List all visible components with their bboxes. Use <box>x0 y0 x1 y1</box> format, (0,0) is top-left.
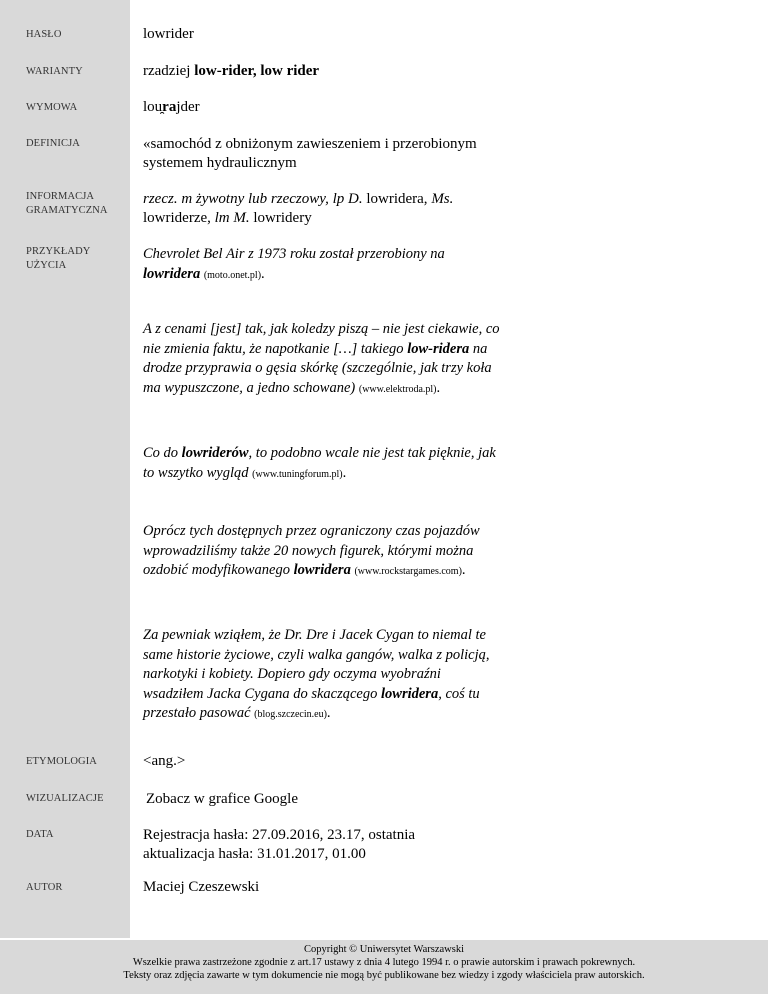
example-text: , coś tu przestało pasować <box>143 685 480 721</box>
wymowa-part-b: u̯ <box>154 99 163 115</box>
label-definicja: DEFINICJA <box>26 138 80 149</box>
example-2 <box>143 320 503 399</box>
example-end: . <box>436 379 441 396</box>
footer-notice: Teksty oraz zdjęcia zawarte w tym dokumencie nie mogą być publikowane bez wiedzy i zgody właściciela praw autorskich. <box>123 970 645 981</box>
wymowa-part-d: jder <box>176 99 200 115</box>
gram-part-3: Ms. <box>431 191 454 207</box>
example-text: Chevrolet Bel Air z 1973 roku został przerobiony na <box>143 246 445 262</box>
value-definicja: «samochód z obniżonym zawieszeniem i przerobionym systemem hydraulicznym <box>143 136 477 171</box>
wymowa-part-a: lo <box>143 99 155 115</box>
google-images-link[interactable]: Zobacz w grafice Google <box>146 791 299 807</box>
label-autor: AUTOR <box>26 882 63 893</box>
value-autor: Maciej Czeszewski <box>143 879 260 895</box>
example-text: na drodze przyprawia o gęsia skórkę (szczególnie, jak trzy koła ma wypuszczone, a jedno schowane) <box>143 340 492 396</box>
example-text: Co do <box>143 445 182 461</box>
example-source: (www.rockstargames.com) <box>354 566 462 577</box>
example-text: Za pewniak wziąłem, że Dr. Dre i Jacek Cygan to niemal te same historie życiowe, czyli walka gangów, walka z policją, narkotyki i kobiety. Dopiero gdy oczyma wyobraźni wsadziłem Jacka Cygana do skaczącego <box>143 627 490 702</box>
gram-part-4: lowriderze, <box>143 210 215 226</box>
example-end: . <box>461 562 466 578</box>
example-3 <box>143 444 503 484</box>
example-end: . <box>342 464 347 481</box>
example-4 <box>143 522 503 582</box>
wymowa-stressed: ra <box>162 99 177 115</box>
footer-copyright: Copyright © Uniwersytet Warszawski <box>303 944 465 955</box>
example-headword: lowridera <box>293 562 351 578</box>
value-wymowa <box>143 98 503 117</box>
label-informacja <box>26 190 108 218</box>
label-informacja-line1: INFORMACJA <box>26 191 95 202</box>
gram-part-1: rzecz. m żywotny lub rzeczowy, lp D. <box>143 191 363 207</box>
example-end: . <box>261 265 265 282</box>
label-wymowa: WYMOWA <box>26 102 78 113</box>
label-informacja-line2: GRAMATYCZNA <box>26 205 108 216</box>
example-text: , to podobno wcale nie jest tak pięknie, jak to wszytko wygląd <box>143 445 496 481</box>
label-data: DATA <box>26 829 54 840</box>
label-etymologia: ETYMOLOGIA <box>26 756 97 767</box>
example-source: (blog.szczecin.eu) <box>254 709 327 720</box>
example-source: (moto.onet.pl) <box>203 269 262 281</box>
value-haslo: lowrider <box>143 26 194 42</box>
label-przyklady <box>26 245 91 273</box>
label-haslo: HASŁO <box>26 29 62 40</box>
label-wizualizacje: WIZUALIZACJE <box>26 793 104 804</box>
example-text: Oprócz tych dostępnych przez ograniczony czas pojazdów wprowadziliśmy także 20 nowych figurek, którymi można ozdobić modyfikowanego <box>143 523 480 578</box>
gram-part-5: lm M. <box>214 210 250 226</box>
data-line1: Rejestracja hasła: 27.09.2016, 23.17, ostatnia <box>143 827 416 843</box>
data-line2: aktualizacja hasła: 31.01.2017, 01.00 <box>143 846 366 862</box>
example-end: . <box>326 705 331 721</box>
value-etymologia: <ang.> <box>143 753 186 769</box>
example-headword: lowriderów <box>181 445 249 461</box>
value-warianty <box>143 62 503 81</box>
example-headword: lowridera <box>143 265 201 282</box>
label-przyklady-line2: UŻYCIA <box>26 260 67 271</box>
example-source: (www.tuningforum.pl) <box>252 468 343 480</box>
example-5 <box>143 626 503 725</box>
example-1 <box>143 245 503 285</box>
example-source: (www.elektroda.pl) <box>358 383 437 395</box>
example-text: A z cenami [jest] tak, jak koledzy piszą – nie jest ciekawie, co nie zmienia faktu, że napotkanie […] takiego <box>143 321 500 357</box>
warianty-prefix: rzadziej <box>143 63 195 79</box>
example-headword: lowridera <box>381 685 439 702</box>
label-warianty: WARIANTY <box>26 66 83 77</box>
value-gramatyka <box>143 190 503 228</box>
gram-part-6: lowridery <box>249 210 312 226</box>
copyright-footer <box>0 940 768 994</box>
footer-rights: Wszelkie prawa zastrzeżone zgodnie z art.17 ustawy z dnia 4 lutego 1994 r. o prawie autorskim i prawach pokrewnych. <box>132 957 636 968</box>
gram-part-2: lowridera, <box>362 191 432 207</box>
value-data <box>143 826 503 864</box>
label-przyklady-line1: PRZYKŁADY <box>26 246 91 257</box>
example-headword: low-ridera <box>407 340 470 357</box>
warianty-variants: low-rider, low rider <box>194 63 320 79</box>
